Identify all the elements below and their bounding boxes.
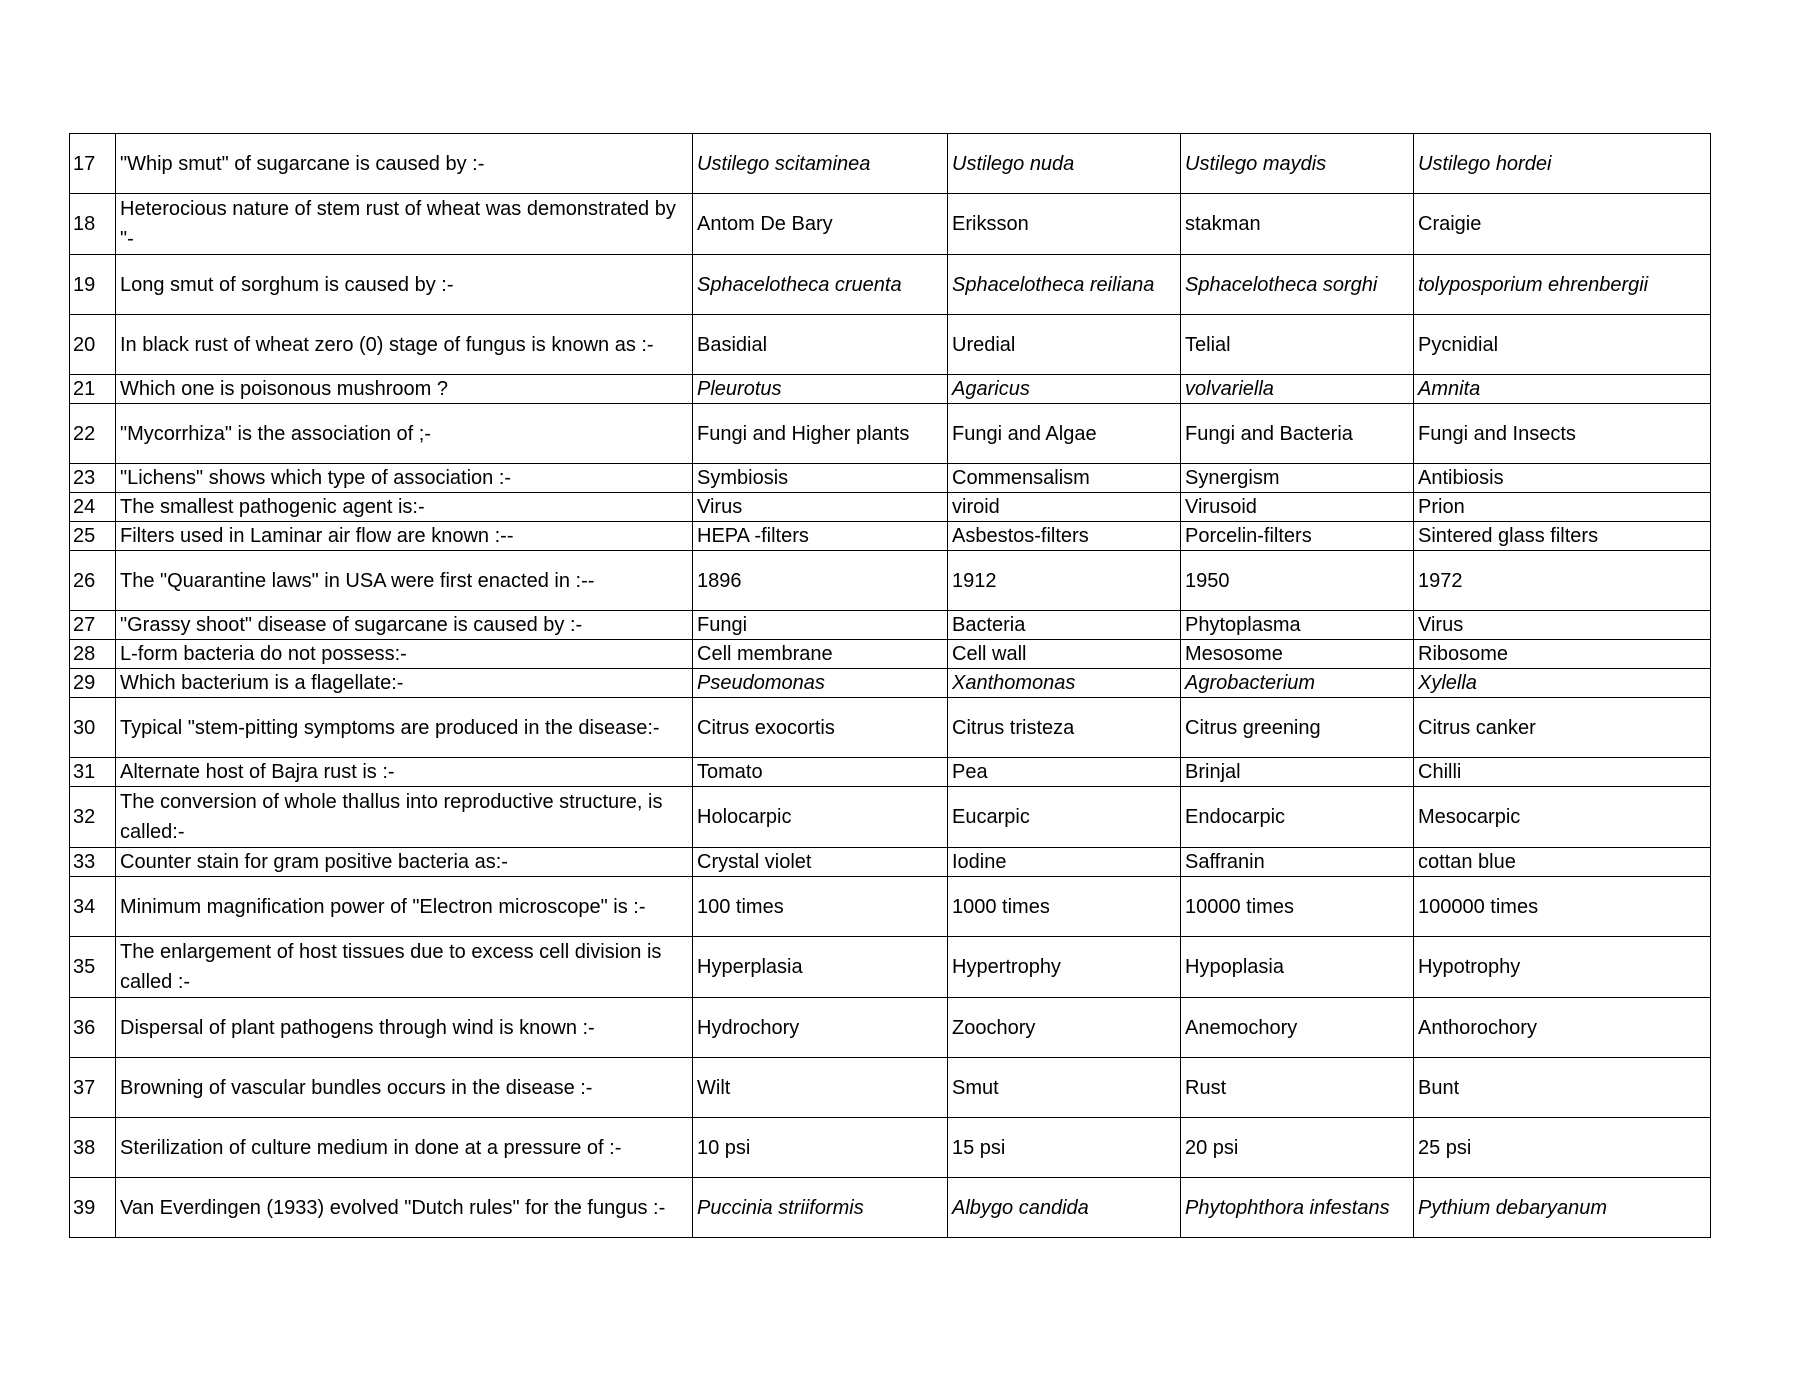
table-row (70, 522, 1711, 551)
option-d: Fungi and Insects (1414, 404, 1711, 464)
option-c: Virusoid (1181, 493, 1414, 522)
table-row (70, 1178, 1711, 1238)
option-a: Cell membrane (693, 640, 948, 669)
question-number: 17 (70, 134, 116, 194)
question-table (69, 133, 1711, 1238)
option-a: 10 psi (693, 1118, 948, 1178)
option-d: Chilli (1414, 758, 1711, 787)
question-text: Sterilization of culture medium in done at a pressure of :- (116, 1118, 693, 1178)
question-text: The "Quarantine laws" in USA were first enacted in :-- (116, 551, 693, 611)
question-number: 19 (70, 255, 116, 315)
table-row (70, 194, 1711, 255)
question-number: 20 (70, 315, 116, 375)
table-row (70, 758, 1711, 787)
question-text: Browning of vascular bundles occurs in the disease :- (116, 1058, 693, 1118)
option-b: Iodine (948, 848, 1181, 877)
question-text: Minimum magnification power of "Electron microscope" is :- (116, 877, 693, 937)
option-d: Sintered glass filters (1414, 522, 1711, 551)
option-d: Mesocarpic (1414, 787, 1711, 848)
option-b: Pea (948, 758, 1181, 787)
option-b: Zoochory (948, 998, 1181, 1058)
option-b: Commensalism (948, 464, 1181, 493)
option-d: Virus (1414, 611, 1711, 640)
option-c: Phytophthora infestans (1181, 1178, 1414, 1238)
option-c: Phytoplasma (1181, 611, 1414, 640)
option-d: 1972 (1414, 551, 1711, 611)
option-b: Agaricus (948, 375, 1181, 404)
option-c: Hypoplasia (1181, 937, 1414, 998)
option-c: Fungi and Bacteria (1181, 404, 1414, 464)
option-c: Endocarpic (1181, 787, 1414, 848)
option-a: Crystal violet (693, 848, 948, 877)
option-d: Citrus canker (1414, 698, 1711, 758)
option-a: Fungi (693, 611, 948, 640)
option-a: Ustilego scitaminea (693, 134, 948, 194)
question-number: 23 (70, 464, 116, 493)
option-c: Agrobacterium (1181, 669, 1414, 698)
option-b: Hypertrophy (948, 937, 1181, 998)
option-c: Mesosome (1181, 640, 1414, 669)
table-row (70, 998, 1711, 1058)
option-b: Ustilego nuda (948, 134, 1181, 194)
option-a: Hydrochory (693, 998, 948, 1058)
option-b: Citrus tristeza (948, 698, 1181, 758)
question-number: 26 (70, 551, 116, 611)
table-row (70, 134, 1711, 194)
option-c: Citrus greening (1181, 698, 1414, 758)
question-number: 24 (70, 493, 116, 522)
option-c: Porcelin-filters (1181, 522, 1414, 551)
question-text: "Whip smut" of sugarcane is caused by :- (116, 134, 693, 194)
option-b: Sphacelotheca reiliana (948, 255, 1181, 315)
option-c: Sphacelotheca sorghi (1181, 255, 1414, 315)
question-text: Which one is poisonous mushroom ? (116, 375, 693, 404)
option-a: Hyperplasia (693, 937, 948, 998)
table-row (70, 877, 1711, 937)
option-d: Pycnidial (1414, 315, 1711, 375)
question-number: 32 (70, 787, 116, 848)
question-number: 31 (70, 758, 116, 787)
option-d: Ustilego hordei (1414, 134, 1711, 194)
option-a: Tomato (693, 758, 948, 787)
question-number: 27 (70, 611, 116, 640)
option-b: Albygo candida (948, 1178, 1181, 1238)
question-text: The enlargement of host tissues due to excess cell division is called :- (116, 937, 693, 998)
question-text: Heterocious nature of stem rust of wheat was demonstrated by "- (116, 194, 693, 255)
option-c: 1950 (1181, 551, 1414, 611)
option-a: Wilt (693, 1058, 948, 1118)
option-a: Antom De Bary (693, 194, 948, 255)
question-number: 33 (70, 848, 116, 877)
option-a: Citrus exocortis (693, 698, 948, 758)
option-b: 1912 (948, 551, 1181, 611)
question-text: Counter stain for gram positive bacteria as:- (116, 848, 693, 877)
question-number: 34 (70, 877, 116, 937)
question-number: 25 (70, 522, 116, 551)
question-text: "Grassy shoot" disease of sugarcane is caused by :- (116, 611, 693, 640)
table-row (70, 551, 1711, 611)
option-b: Fungi and Algae (948, 404, 1181, 464)
option-b: 15 psi (948, 1118, 1181, 1178)
option-b: Xanthomonas (948, 669, 1181, 698)
question-number: 39 (70, 1178, 116, 1238)
option-a: Pseudomonas (693, 669, 948, 698)
option-a: 100 times (693, 877, 948, 937)
option-a: Holocarpic (693, 787, 948, 848)
question-text: "Lichens" shows which type of association :- (116, 464, 693, 493)
option-a: Puccinia striiformis (693, 1178, 948, 1238)
question-number: 35 (70, 937, 116, 998)
question-number: 37 (70, 1058, 116, 1118)
option-c: 20 psi (1181, 1118, 1414, 1178)
question-text: Van Everdingen (1933) evolved "Dutch rules" for the fungus :- (116, 1178, 693, 1238)
option-c: Ustilego maydis (1181, 134, 1414, 194)
option-b: Smut (948, 1058, 1181, 1118)
option-d: 25 psi (1414, 1118, 1711, 1178)
option-b: 1000 times (948, 877, 1181, 937)
option-d: cottan blue (1414, 848, 1711, 877)
question-number: 38 (70, 1118, 116, 1178)
option-b: viroid (948, 493, 1181, 522)
option-d: Bunt (1414, 1058, 1711, 1118)
option-d: Xylella (1414, 669, 1711, 698)
question-number: 22 (70, 404, 116, 464)
option-b: Asbestos-filters (948, 522, 1181, 551)
question-text: Typical "stem-pitting symptoms are produced in the disease:- (116, 698, 693, 758)
option-d: 100000 times (1414, 877, 1711, 937)
question-text: "Mycorrhiza" is the association of ;- (116, 404, 693, 464)
option-d: Antibiosis (1414, 464, 1711, 493)
table-row (70, 375, 1711, 404)
table-row (70, 1118, 1711, 1178)
table-row (70, 937, 1711, 998)
table-row (70, 464, 1711, 493)
option-a: 1896 (693, 551, 948, 611)
option-d: Prion (1414, 493, 1711, 522)
option-a: Virus (693, 493, 948, 522)
question-text: L-form bacteria do not possess:- (116, 640, 693, 669)
question-text: Dispersal of plant pathogens through wind is known :- (116, 998, 693, 1058)
table-row (70, 640, 1711, 669)
table-row (70, 315, 1711, 375)
question-number: 29 (70, 669, 116, 698)
option-d: Craigie (1414, 194, 1711, 255)
option-a: Sphacelotheca cruenta (693, 255, 948, 315)
option-c: Anemochory (1181, 998, 1414, 1058)
option-b: Uredial (948, 315, 1181, 375)
table-row (70, 404, 1711, 464)
option-c: Brinjal (1181, 758, 1414, 787)
question-number: 21 (70, 375, 116, 404)
option-a: Fungi and Higher plants (693, 404, 948, 464)
option-a: Pleurotus (693, 375, 948, 404)
option-c: volvariella (1181, 375, 1414, 404)
option-b: Bacteria (948, 611, 1181, 640)
table-row (70, 698, 1711, 758)
option-d: Hypotrophy (1414, 937, 1711, 998)
question-number: 36 (70, 998, 116, 1058)
option-d: Anthorochory (1414, 998, 1711, 1058)
question-number: 28 (70, 640, 116, 669)
option-d: Amnita (1414, 375, 1711, 404)
table-row (70, 611, 1711, 640)
table-row (70, 787, 1711, 848)
question-text: The smallest pathogenic agent is:- (116, 493, 693, 522)
option-c: 10000 times (1181, 877, 1414, 937)
option-d: Ribosome (1414, 640, 1711, 669)
question-text: Filters used in Laminar air flow are known :-- (116, 522, 693, 551)
option-c: Rust (1181, 1058, 1414, 1118)
option-c: Telial (1181, 315, 1414, 375)
question-text: Which bacterium is a flagellate:- (116, 669, 693, 698)
question-text: The conversion of whole thallus into reproductive structure, is called:- (116, 787, 693, 848)
option-b: Eucarpic (948, 787, 1181, 848)
option-a: Symbiosis (693, 464, 948, 493)
option-b: Eriksson (948, 194, 1181, 255)
option-d: tolyposporium ehrenbergii (1414, 255, 1711, 315)
question-number: 30 (70, 698, 116, 758)
question-number: 18 (70, 194, 116, 255)
option-c: Synergism (1181, 464, 1414, 493)
option-c: stakman (1181, 194, 1414, 255)
table-row (70, 669, 1711, 698)
option-d: Pythium debaryanum (1414, 1178, 1711, 1238)
question-text: Alternate host of Bajra rust is :- (116, 758, 693, 787)
question-text: Long smut of sorghum is caused by :- (116, 255, 693, 315)
question-text: In black rust of wheat zero (0) stage of fungus is known as :- (116, 315, 693, 375)
option-a: Basidial (693, 315, 948, 375)
table-row (70, 493, 1711, 522)
option-c: Saffranin (1181, 848, 1414, 877)
table-row (70, 848, 1711, 877)
table-row (70, 255, 1711, 315)
option-b: Cell wall (948, 640, 1181, 669)
table-row (70, 1058, 1711, 1118)
option-a: HEPA -filters (693, 522, 948, 551)
